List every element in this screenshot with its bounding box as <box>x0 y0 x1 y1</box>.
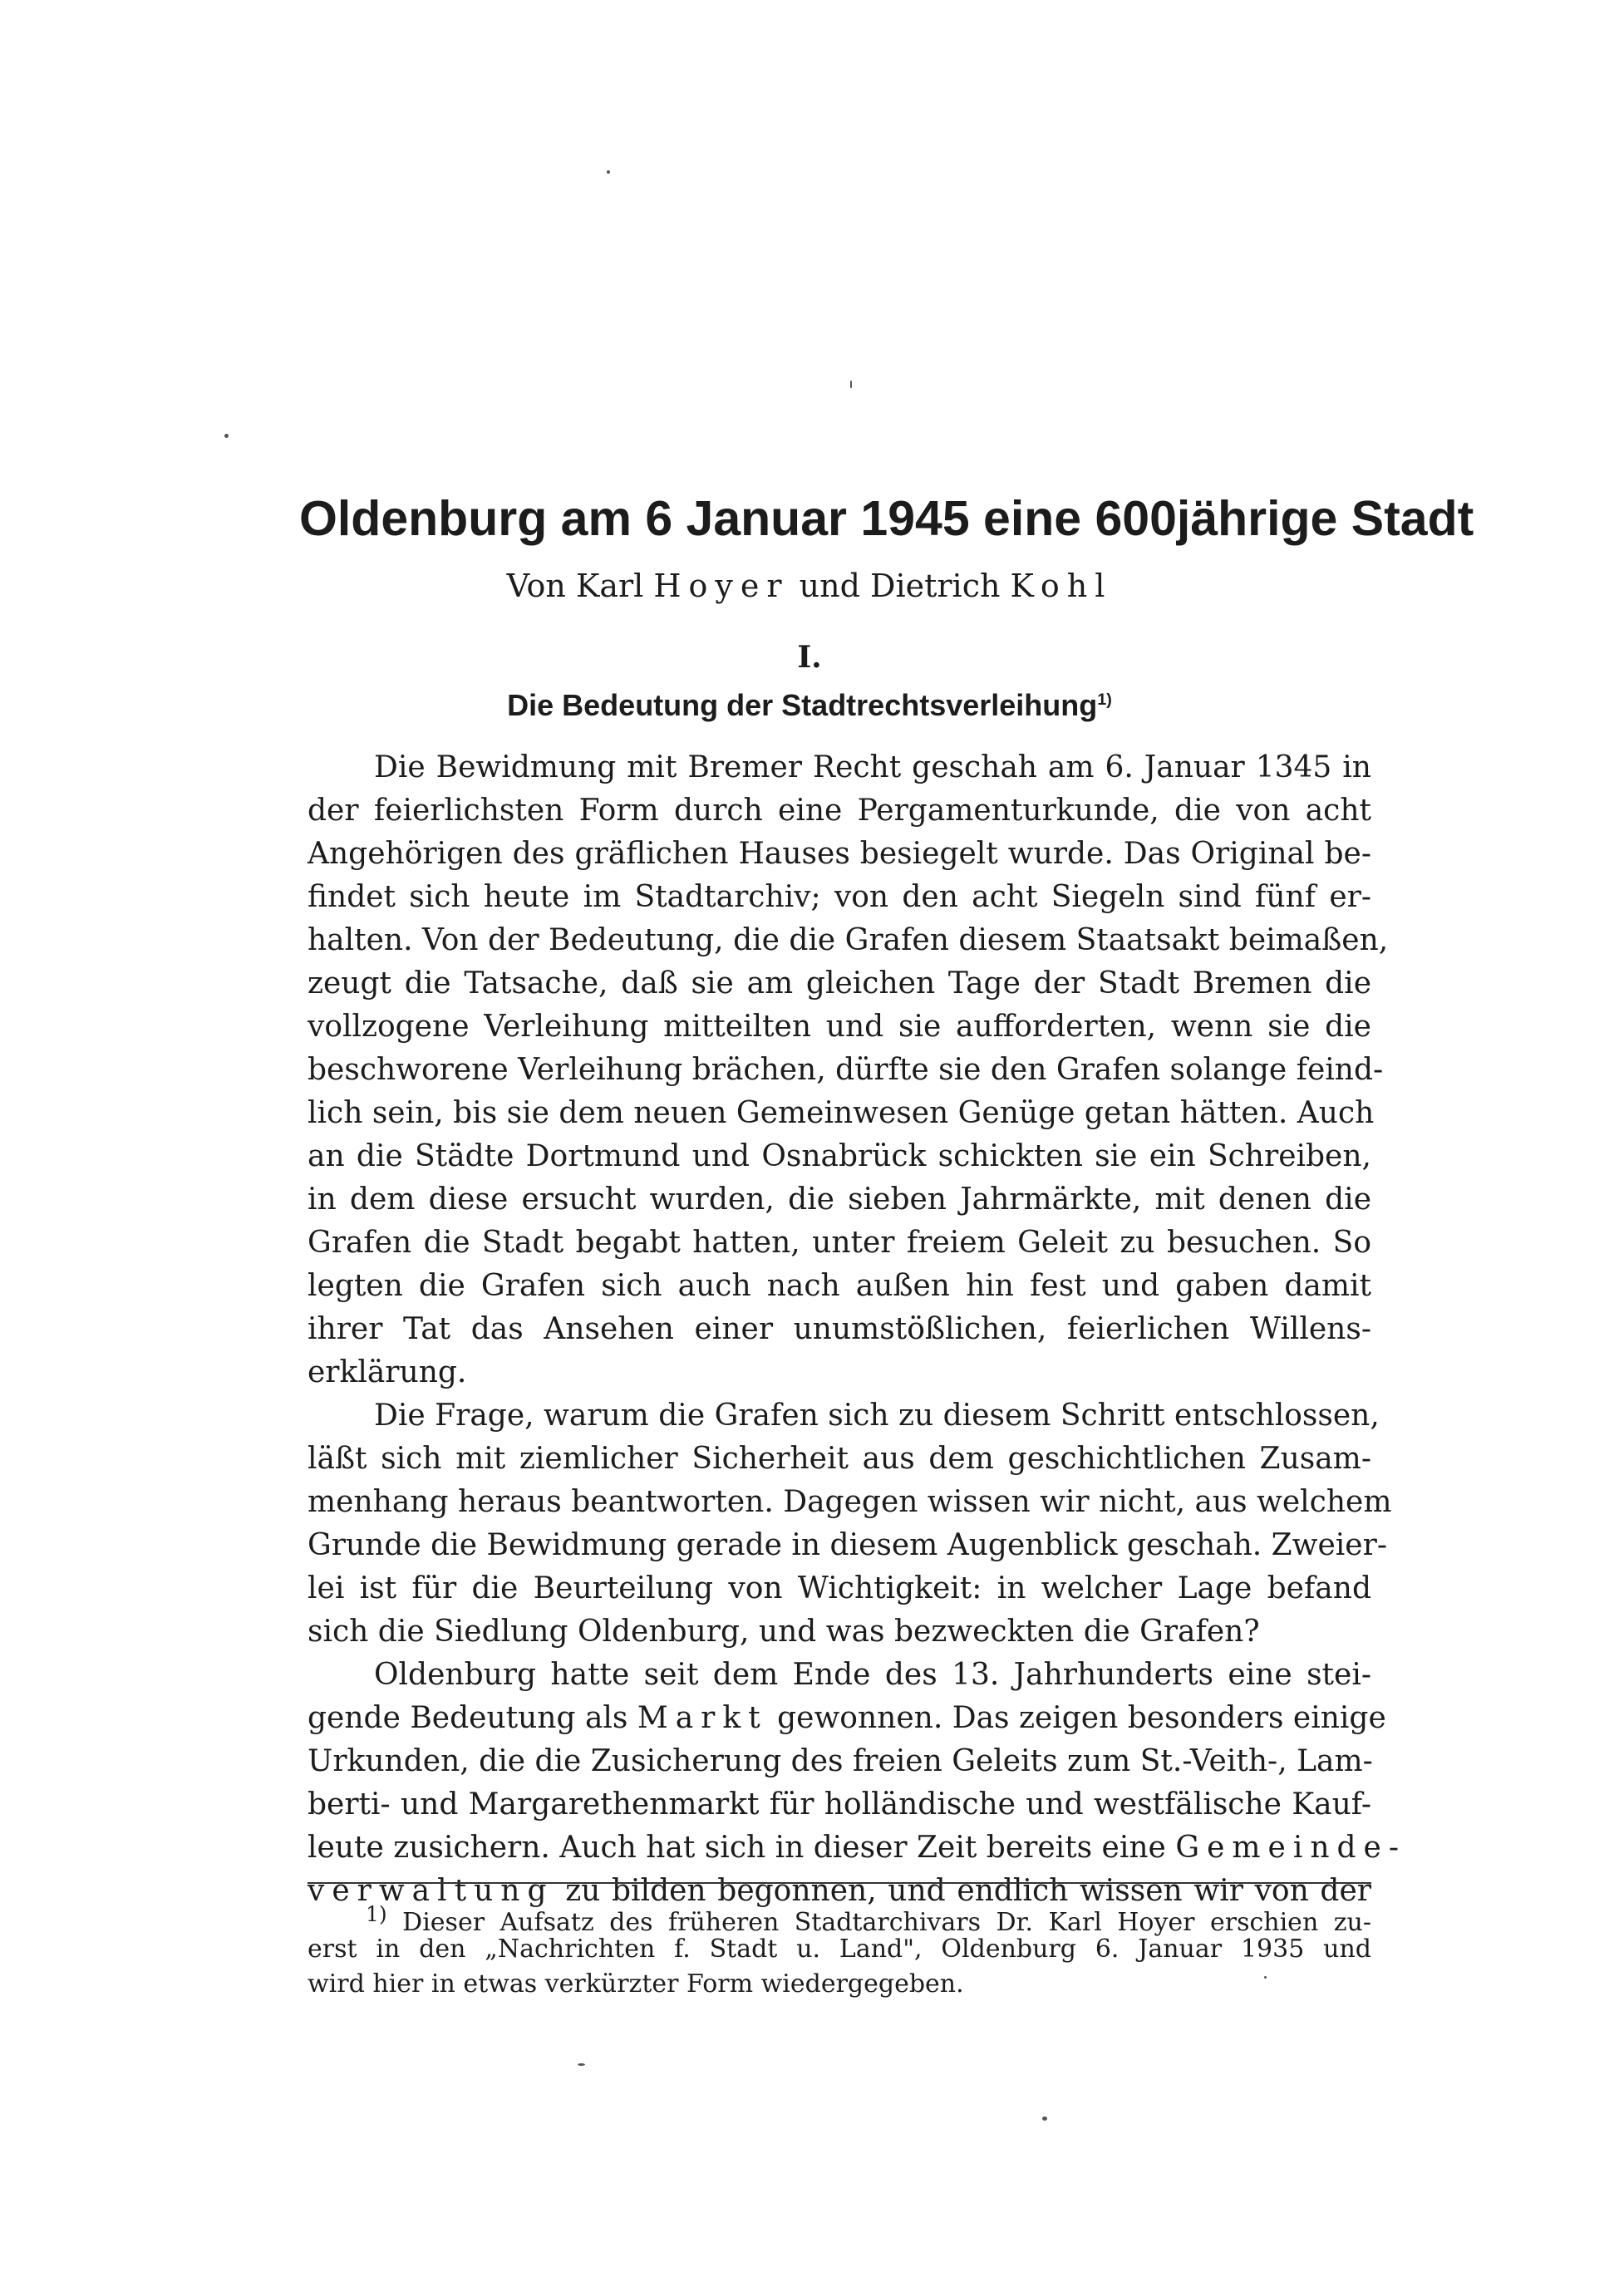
body-text <box>308 746 1407 1913</box>
scan-speck <box>1042 2117 1047 2121</box>
body-line: Angehörigen des gräflichen Hauses besiegelt wurde. Das Original be- <box>308 837 1371 871</box>
emphasis-verwaltung: verwaltung <box>308 1874 554 1908</box>
body-line: sich die Siedlung Oldenburg, und was bezweckten die Grafen? <box>308 1615 1260 1649</box>
body-line: Urkunden, die die Zusicherung des freien Geleits zum St.-Veith-, Lam- <box>308 1744 1373 1778</box>
body-line: an die Städte Dortmund und Osnabrück schickten sie ein Schreiben, <box>308 1139 1371 1173</box>
body-line <box>308 1697 1386 1740</box>
footnote <box>308 1897 1371 2002</box>
part-numeral: I. <box>797 640 822 675</box>
footnote-line: erst in den „Nachrichten f. Stadt u. Land", Oldenburg 6. Januar 1935 und <box>308 1935 1371 1964</box>
body-line: läßt sich mit ziemlicher Sicherheit aus dem geschichtlichen Zusam- <box>308 1442 1371 1476</box>
body-line: der feierlichsten Form durch eine Pergamenturkunde, die von acht <box>308 794 1371 828</box>
byline-author-kohl: Kohl <box>1010 568 1113 604</box>
body-line: ihrer Tat das Ansehen einer unumstößlichen, feierlichen Willens- <box>308 1312 1371 1346</box>
body-line: in dem diese ersucht wurden, die sieben Jahrmärkte, mit denen die <box>308 1182 1371 1217</box>
footnote-line: wird hier in etwas verkürzter Form wiedergegeben. <box>308 1969 964 1999</box>
scan-speck <box>850 381 852 388</box>
body-line: vollzogene Verleihung mitteilten und sie aufforderten, wenn sie die <box>308 1010 1371 1044</box>
body-line: Grafen die Stadt begabt hatten, unter freiem Geleit zu besuchen. So <box>308 1226 1371 1260</box>
footnote-divider <box>308 1882 1371 1884</box>
body-line: beschworene Verleihung brächen, dürfte sie den Grafen solange feind- <box>308 1053 1384 1087</box>
body-line: findet sich heute im Stadtarchiv; von den acht Siegeln sind fünf er- <box>308 880 1371 914</box>
section-heading <box>0 688 1619 723</box>
body-line: Die Bewidmung mit Bremer Recht geschah am 6. Januar 1345 in <box>374 750 1371 784</box>
body-line: erklärung. <box>308 1355 467 1389</box>
byline-prefix: Von Karl <box>506 568 644 604</box>
body-line-part: leute zusichern. Auch hat sich in dieser Zeit bereits eine <box>308 1831 1166 1865</box>
body-line: berti- und Margarethenmarkt für holländische und westfälische Kauf- <box>308 1787 1371 1822</box>
scan-speck <box>607 170 610 174</box>
emphasis-gemeinde: Gemeinde- <box>1175 1831 1407 1865</box>
footnote-text: Dieser Aufsatz des früheren Stadtarchivars Dr. Karl Hoyer erschien zu- <box>402 1908 1371 1937</box>
scan-speck <box>224 434 229 438</box>
footnote-reference: 1) <box>1097 691 1112 709</box>
body-line: lei ist für die Beurteilung von Wichtigkeit: in welcher Lage befand <box>308 1571 1371 1605</box>
body-line-part: zu bilden begonnen, und endlich wissen wir von der <box>565 1874 1371 1908</box>
scan-speck <box>1264 1976 1267 1979</box>
body-line: menhang heraus beantworten. Dagegen wissen wir nicht, aus welchem <box>308 1485 1392 1519</box>
body-line: Grunde die Bewidmung gerade in diesem Augenblick geschah. Zweier- <box>308 1528 1387 1562</box>
emphasis-markt: Markt <box>637 1701 768 1735</box>
footnote-marker: 1) <box>366 1902 387 1926</box>
body-line-part: gende Bedeutung als <box>308 1701 628 1735</box>
body-line: Die Frage, warum die Grafen sich zu diesem Schritt entschlossen, <box>374 1399 1380 1433</box>
section-heading-text: Die Bedeutung der Stadtrechtsverleihung <box>507 688 1098 722</box>
body-line <box>308 1826 1407 1870</box>
body-line-part: gewonnen. Das zeigen besonders einige <box>777 1701 1386 1735</box>
body-line: lich sein, bis sie dem neuen Gemeinwesen Genüge getan hätten. Auch <box>308 1096 1375 1130</box>
article-byline <box>0 568 1619 604</box>
body-line: legten die Grafen sich auch nach außen hin fest und gaben damit <box>308 1269 1371 1303</box>
byline-author-hoyer: Hoyer <box>653 568 790 604</box>
byline-middle: und Dietrich <box>799 568 1001 604</box>
footnote-line <box>308 1897 1371 1937</box>
scan-speck <box>578 2063 585 2066</box>
body-line: halten. Von der Bedeutung, die die Grafen diesem Staatsakt beimaßen, <box>308 923 1389 957</box>
body-line: Oldenburg hatte seit dem Ende des 13. Jahrhunderts eine stei- <box>374 1658 1371 1692</box>
article-title: Oldenburg am 6 Januar 1945 eine 600jährige Stadt <box>299 491 1474 546</box>
body-line: zeugt die Tatsache, daß sie am gleichen Tage der Stadt Bremen die <box>308 966 1371 1001</box>
